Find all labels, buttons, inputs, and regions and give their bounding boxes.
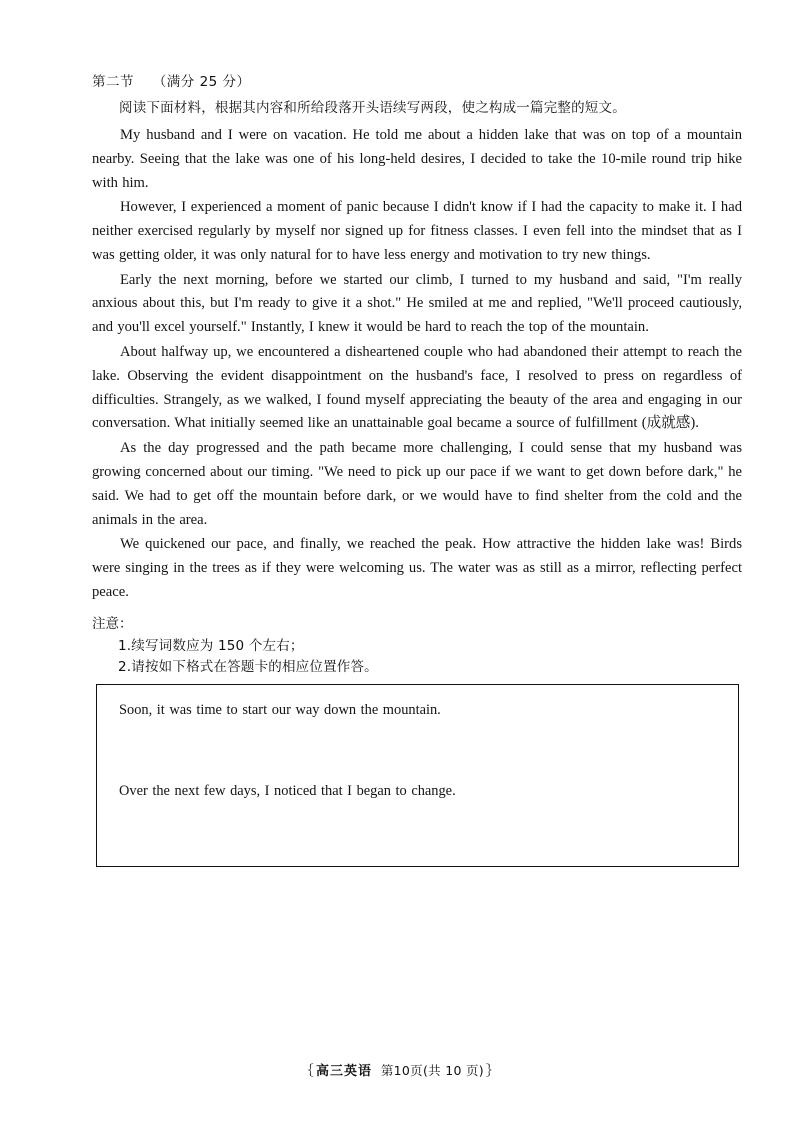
footer-subject: 高三英语 bbox=[315, 1064, 372, 1079]
note-item: 1.续写词数应为 150 个左右； bbox=[118, 637, 304, 654]
section-title: 第二节 bbox=[92, 74, 134, 90]
passage-paragraph: My husband and I were on vacation. He told me about a hidden lake that was on top of a mountain nearby. Seeing that the lake was one of his long-held desires, I decided to take the 10-mile round trip hike with him. bbox=[92, 127, 742, 191]
notes-label: 注意： bbox=[92, 615, 133, 632]
passage-paragraph: As the day progressed and the path became more challenging, I could sense that my husband was growing concerned about our timing. "We need to pick up our pace if we want to get down before dark," he said. We had to get off the mountain before dark, or we would have to find shelter from the cold and the animals in the area. bbox=[92, 440, 742, 528]
passage-paragraph: However, I experienced a moment of panic because I didn't know if I had the capacity to make it. I had neither exercised regularly by myself nor signed up for fitness classes. I even fell into the mindset that as I was getting older, it was only natural for to have less energy and motivation to try new things. bbox=[92, 199, 742, 263]
paragraph-2-opening: Over the next few days, I noticed that I began to change. bbox=[119, 782, 456, 799]
section-instruction: 阅读下面材料，根据其内容和所给段落开头语续写两段，使之构成一篇完整的短文。 bbox=[119, 100, 626, 116]
footer-page-label: 第10页(共 10 页) bbox=[380, 1063, 484, 1078]
footer-right-bracket: ｝ bbox=[486, 1064, 500, 1079]
page-footer bbox=[0, 1060, 800, 1080]
section-heading bbox=[92, 70, 742, 90]
answer-box bbox=[96, 684, 739, 867]
footer-left-bracket: ｛ bbox=[300, 1064, 314, 1079]
footer-content bbox=[299, 1060, 502, 1079]
note-item: 2.请按如下格式在答题卡的相应位置作答。 bbox=[118, 658, 378, 675]
paragraph-1-opening: Soon, it was time to start our way down the mountain. bbox=[119, 701, 441, 718]
passage-paragraph: About halfway up, we encountered a disheartened couple who had abandoned their attempt to reach the lake. Observing the evident disappointment on the husband's face, I resolved to press on regardless of difficulties. Strangely, as we walked, I found myself appreciating the beauty of the area and engaging in our conversation. What initially seemed like an unattainable goal became a source of fulfillment (成就感). bbox=[92, 344, 742, 432]
passage-paragraph: Early the next morning, before we started our climb, I turned to my husband and said, "I'm really anxious about this, but I'm ready to give it a shot." He smiled at me and replied, "We'll proceed cautiously, and you'll excel yourself." Instantly, I knew it would be hard to reach the top of the mountain. bbox=[92, 271, 742, 336]
passage-paragraph: We quickened our pace, and finally, we reached the peak. How attractive the hidden lake was! Birds were singing in the trees as if they were welcoming us. The water was as still as a mirror, reflecting perfect peace. bbox=[92, 536, 742, 600]
section-points: （满分 25 分） bbox=[152, 74, 251, 90]
